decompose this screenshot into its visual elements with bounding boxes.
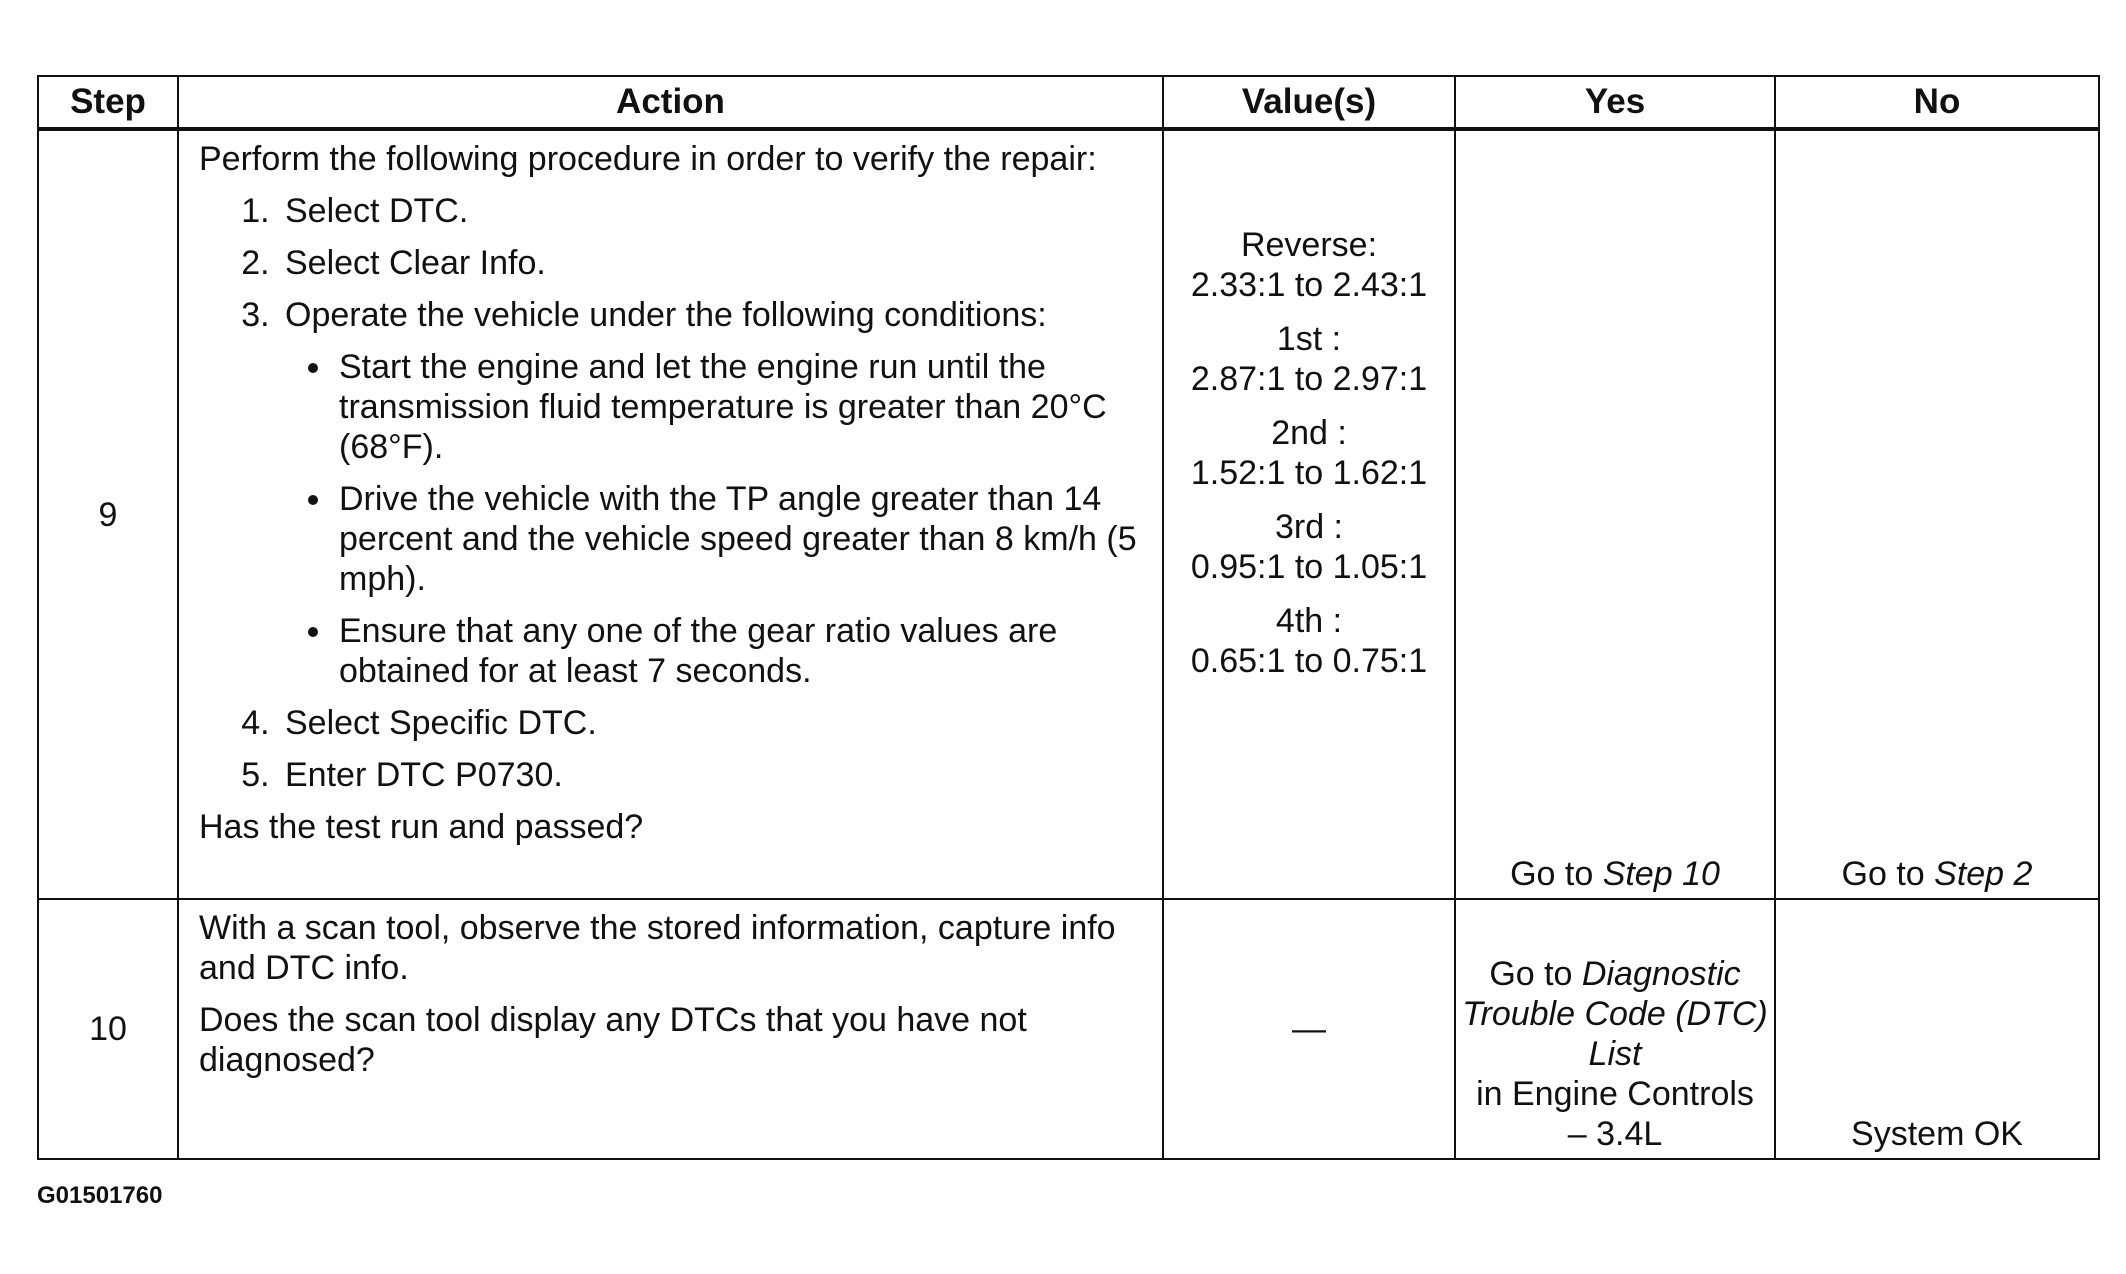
condition-item: • Drive the vehicle with the TP angle greater than 14 percent and the vehicle speed greater than 8 km/h (5 mph). (335, 479, 1148, 599)
action-cell (178, 899, 1163, 1159)
figure-id: G01501760 (37, 1182, 163, 1209)
action-question: Does the scan tool display any DTCs that you have not diagnosed? (199, 1001, 1027, 1079)
yes-cell: Go to Diagnostic Trouble Code (DTC) List in Engine Controls – 3.4L (1455, 899, 1775, 1159)
action-text: With a scan tool, observe the stored information, capture info and DTC info. (199, 909, 1116, 987)
table-row-step-9 (38, 129, 2099, 899)
procedure-step: 2. Select Clear Info. (279, 243, 1148, 283)
values-cell: — (1163, 899, 1455, 1159)
condition-item: • Ensure that any one of the gear ratio values are obtained for at least 7 seconds. (335, 611, 1148, 691)
procedure-step: 3. Operate the vehicle under the following conditions: • Start the engine and let the engine run until the transmission fluid temperature is greater than 20°C (68°F). • Drive the vehicle with the TP angle greater than 14 percent and the vehicle speed greater than 8 km/h (5 mph). • Ensure that any one of the gear ratio values are obtained for at least 7 seconds. (279, 295, 1148, 691)
condition-item: • Start the engine and let the engine run until the transmission fluid temperature is greater than 20°C (68°F). (335, 347, 1148, 467)
header-step: Step (38, 76, 178, 129)
values-cell (1163, 129, 1455, 899)
action-cell (178, 129, 1163, 899)
step-link[interactable]: Step 2 (1934, 855, 2033, 893)
no-cell: System OK (1775, 899, 2099, 1159)
procedure-steps (199, 191, 1148, 795)
procedure-step: 1. Select DTC. (279, 191, 1148, 231)
gear-ratio-value: 2nd : 1.52:1 to 1.62:1 (1190, 413, 1428, 492)
gear-ratio-value: Reverse: 2.33:1 to 2.43:1 (1190, 225, 1428, 304)
header-no: No (1775, 76, 2099, 129)
step-number: 10 (38, 899, 178, 1159)
no-cell: Go to Step 2 (1775, 129, 2099, 899)
procedure-step: 4. Select Specific DTC. (279, 703, 1148, 743)
yes-cell: Go to Step 10 (1455, 129, 1775, 899)
dtc-list-link[interactable]: Diagnostic Trouble Code (DTC) List (1462, 955, 1768, 1073)
step-number: 9 (38, 129, 178, 899)
table-row-step-10 (38, 899, 2099, 1159)
step-link[interactable]: Step 10 (1602, 855, 1720, 893)
gear-ratio-value: 3rd : 0.95:1 to 1.05:1 (1190, 507, 1428, 586)
header-values: Value(s) (1163, 76, 1455, 129)
action-intro: Perform the following procedure in order to verify the repair: (199, 140, 1097, 178)
header-yes: Yes (1455, 76, 1775, 129)
procedure-step: 5. Enter DTC P0730. (279, 755, 1148, 795)
action-question: Has the test run and passed? (199, 808, 644, 846)
operating-conditions (285, 347, 1148, 691)
gear-ratio-value: 1st : 2.87:1 to 2.97:1 (1190, 319, 1428, 398)
diagnostic-table (37, 75, 2100, 1160)
header-row (38, 76, 2099, 129)
header-action: Action (178, 76, 1163, 129)
gear-ratio-value: 4th : 0.65:1 to 0.75:1 (1190, 601, 1428, 680)
